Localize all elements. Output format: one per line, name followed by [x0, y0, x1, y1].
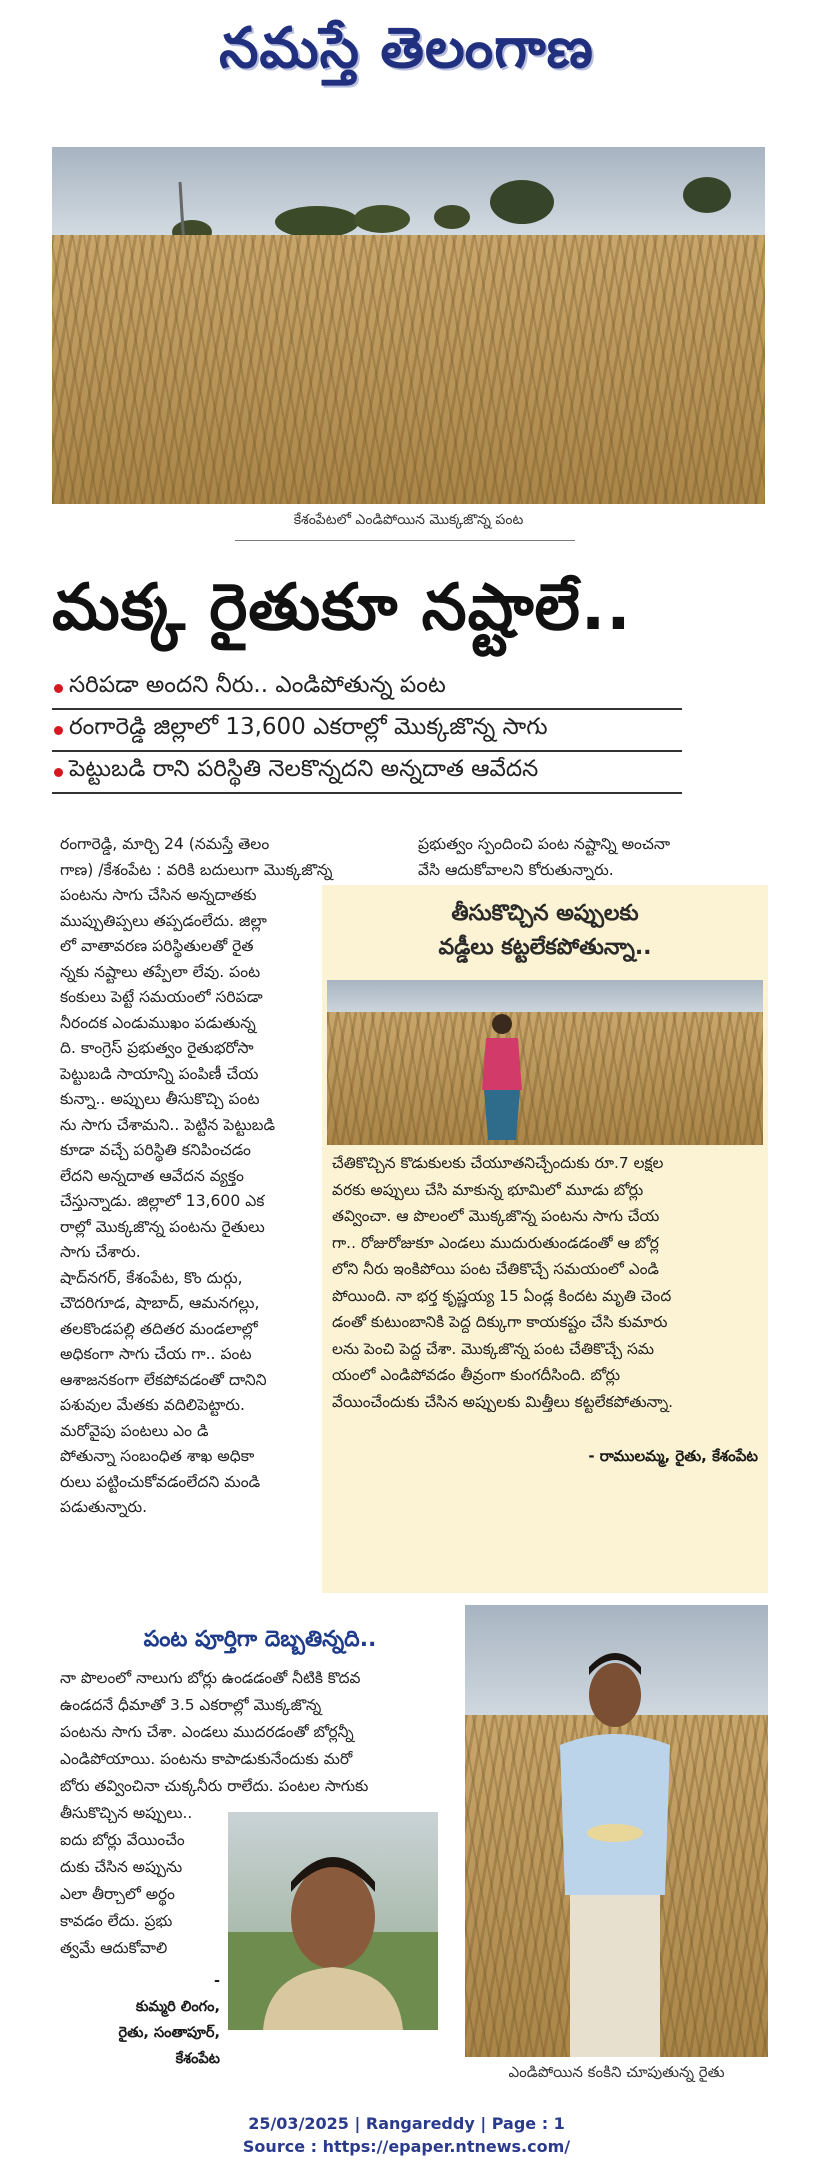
- footer: [0, 2112, 813, 2158]
- bullet-dot-icon: [54, 726, 63, 735]
- masthead-title: నమస్తే తెలంగాణ: [219, 15, 594, 81]
- bottom-signature: - కుమ్మరి లింగం, రైతు, సంతాపూర్, కేశంపేట: [118, 1973, 220, 2067]
- masthead: [0, 0, 813, 110]
- article-left-column: రంగారెడ్డి, మార్చి 24 (నమస్తే తెలం గాణ) /కేశంపేట : వరికి బదులుగా మొక్కజొన్న పంటను సాగు చేసిన అన్నదాతకు ముప్పుతిప్పలు తప్పడంలేదు. జిల్లా లో వాతావరణ పరిస్థితులతో రైత న్నకు నష్టాలు తప్పేలా లేవు. పంట కంకులు పెట్టే సమయంలో సరిపడా నీరందక ఎండుముఖం పడుతున్న ది. కాంగ్రెస్ ప్రభుత్వం రైతుభరోసా పెట్టుబడి సాయాన్ని పంపిణీ చేయ కున్నా.. అప్పులు తీసుకొచ్చి పంట ను సాగు చేశామని.. పెట్టిన పెట్టుబడి కూడా వచ్చే పరిస్థితి కనిపించడం లేదని అన్నదాత ఆవేదన వ్యక్తం చేస్తున్నాడు. జిల్లాలో 13,600 ఎక రాల్లో మొక్కజొన్న పంటను రైతులు సాగు చేశారు. షాద్‌నగర్, కేశంపేట, కొం దుర్గు, చౌదరిగూడ, షాబాద్, ఆమనగల్లు, తలకొండపల్లి తదితర మండలాల్లో అధికంగా సాగు చేయ గా.. పంట ఆశాజనకంగా లేకపోవడంతో దానిని పశువుల మేతకు వదిలిపెట్టారు. మరోవైపు పంటలు ఎం డి పోతున్నా సంబంధిత శాఖ అధికా రులు పట్టించుకోవడంలేదని మండి పడుతున్నారు.: [60, 835, 333, 1516]
- box-signature: - రాములమ్మ, రైతు, కేశంపేట: [588, 1447, 758, 1465]
- man-figure: [465, 1605, 768, 2057]
- article-right-top: ప్రభుత్వం స్పందించి పంట నష్టాన్ని అంచనా వేసి ఆదుకోవాలని కోరుతున్నారు.: [418, 835, 671, 879]
- bottom-text-narrow: తీసుకొచ్చిన అప్పులు.. ఐదు బోర్లు వేయించేం దుకు చేసిన అప్పును ఎలా తీర్చాలో అర్థం కావడం లేదు. ప్రభు త్వమే ఆదుకోవాలి: [60, 1804, 193, 1957]
- bullet-item: పెట్టుబడి రాని పరిస్థితి నెలకొన్నదని అన్నదాత ఆవేదన: [52, 752, 682, 794]
- bottom-text-wide: నా పొలంలో నాలుగు బోర్లు ఉండడంతో నీటికి కొదవ ఉండదనే ధీమాతో 3.5 ఎకరాల్లో మొక్కజొన్న పంటను సాగు చేశా. ఎండలు ముదరడంతో బోర్లన్నీ ఎండిపోయాయి. పంటను కాపాడుకునేందుకు మరో బోరు తవ్వించినా చుక్కనీరు రాలేదు. పంటల సాగుకు: [60, 1669, 369, 1795]
- top-photo: [52, 147, 765, 504]
- farmer-woman-photo: [327, 980, 763, 1145]
- bullet-dot-icon: [54, 684, 63, 693]
- woman-figure: [472, 1010, 532, 1145]
- bullet-dot-icon: [54, 768, 63, 777]
- footer-source-link[interactable]: Source : https://epaper.ntnews.com/: [242, 2137, 571, 2156]
- top-photo-caption: కేశంపేటలో ఎండిపోయిన మొక్కజొన్న పంట: [293, 512, 524, 528]
- farmer-showing-cob-photo: [465, 1605, 768, 2057]
- box-heading: తీసుకొచ్చిన అప్పులకు వడ్డీలు కట్టలేకపోతున్నా..: [438, 901, 652, 960]
- bullet-item: సరిపడా అందని నీరు.. ఎండిపోతున్న పంట: [52, 668, 682, 710]
- bullet-list: [52, 668, 682, 794]
- farmer-lingam-photo: [228, 1812, 438, 2030]
- quote-box-ramulamma: [322, 885, 768, 1593]
- right-photo-caption: ఎండిపోయిన కంకిని చూపుతున్న రైతు: [508, 2063, 725, 2081]
- box-text: చేతికొచ్చిన కొడుకులకు చేయూతనిచ్చేందుకు రూ.7 లక్షల వరకు అప్పులు చేసి మాకున్న భూమిలో మూడు బోర్లు తవ్వించా. ఆ పొలంలో మొక్కజొన్న పంటను సాగు చేయ గా.. రోజురోజుకూ ఎండలు ముదురుతుండడంతో ఆ బోర్ల లోని నీరు ఇంకిపోయి పంట చేతికొచ్చే సమయంలో ఎండి పోయింది. నా భర్త కృష్ణయ్య 15 ఏండ్ల కిందట మృతి చెంద డంతో కుటుంబానికి పెద్ద దిక్కుగా కాయకష్టం చేసి కుమారు లను పెంచి పెద్ద చేశా. మొక్కజొన్న పంట చేతికొచ్చే సమ యంలో ఎండిపోవడం తీవ్రంగా కుంగదీసింది. బోర్లు వేయించేందుకు చేసిన అప్పులకు మిత్తీలు కట్టలేకపోతున్నా.: [332, 1154, 674, 1411]
- headline: మక్క రైతుకూ నష్టాలే..: [52, 571, 632, 645]
- bottom-heading: పంట పూర్తిగా దెబ్బతిన్నది..: [143, 1627, 377, 1652]
- bullet-item: రంగారెడ్డి జిల్లాలో 13,600 ఎకరాల్లో మొక్కజొన్న సాగు: [52, 710, 682, 752]
- footer-date-line: 25/03/2025 | Rangareddy | Page : 1: [248, 2114, 565, 2133]
